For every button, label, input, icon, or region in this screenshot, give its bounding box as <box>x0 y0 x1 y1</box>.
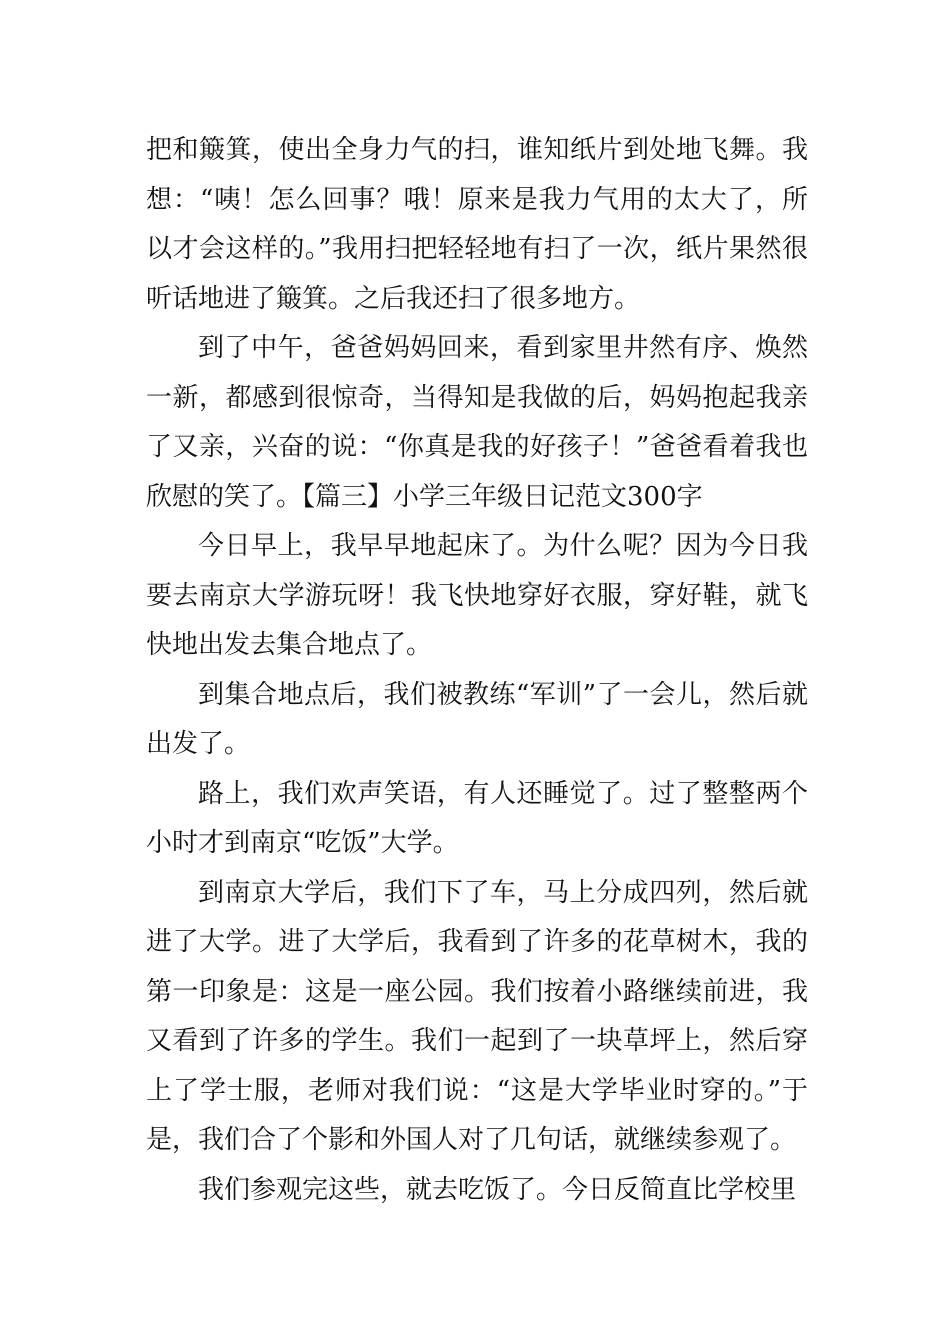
paragraph-text: 到了中午，爸爸妈妈回来，看到家里井然有序、焕然一新，都感到很惊奇，当得知是我做的后，妈妈抱起我亲了又亲，兴奋的说：“你真是我的好孩子！”爸爸看着我也欣慰的笑了。 <box>146 333 808 512</box>
document-body <box>146 126 808 1215</box>
paragraph-1 <box>146 126 808 324</box>
paragraph-text: 今日早上，我早早地起床了。为什么呢？因为今日我要去南京大学游玩呀！我飞快地穿好衣服，穿好鞋，就飞快地出发去集合地点了。 <box>146 531 808 660</box>
paragraph-4 <box>146 671 808 770</box>
paragraph-text: 到南京大学后，我们下了车，马上分成四列，然后就进了大学。进了大学后，我看到了许多的花草树木，我的第一印象是：这是一座公园。我们按着小路继续前进，我又看到了许多的学生。我们一起到了一块草坪上，然后穿上了学士服，老师对我们说：“这是大学毕业时穿的。”于是，我们合了个影和外国人对了几句话，就继续参观了。 <box>146 877 808 1155</box>
paragraph-7 <box>146 1166 808 1216</box>
section-marker: 【篇三】小学三年级日记范文300字 <box>302 481 703 512</box>
paragraph-6 <box>146 869 808 1166</box>
paragraph-text: 路上，我们欢声笑语，有人还睡觉了。过了整整两个小时才到南京“吃饭”大学。 <box>146 778 808 858</box>
paragraph-text: 把和簸箕，使出全身力气的扫，谁知纸片到处地飞舞。我想：“咦！怎么回事？哦！原来是我力气用的太大了，所以才会这样的。”我用扫把轻轻地有扫了一次，纸片果然很听话地进了簸箕。之后我还扫了很多地方。 <box>146 135 808 314</box>
paragraph-2 <box>146 324 808 522</box>
paragraph-5 <box>146 770 808 869</box>
paragraph-3 <box>146 522 808 671</box>
paragraph-text: 我们参观完这些，就去吃饭了。今日反简直比学校里 <box>198 1174 797 1205</box>
paragraph-text: 到集合地点后，我们被教练“军训”了一会儿，然后就出发了。 <box>146 679 808 759</box>
